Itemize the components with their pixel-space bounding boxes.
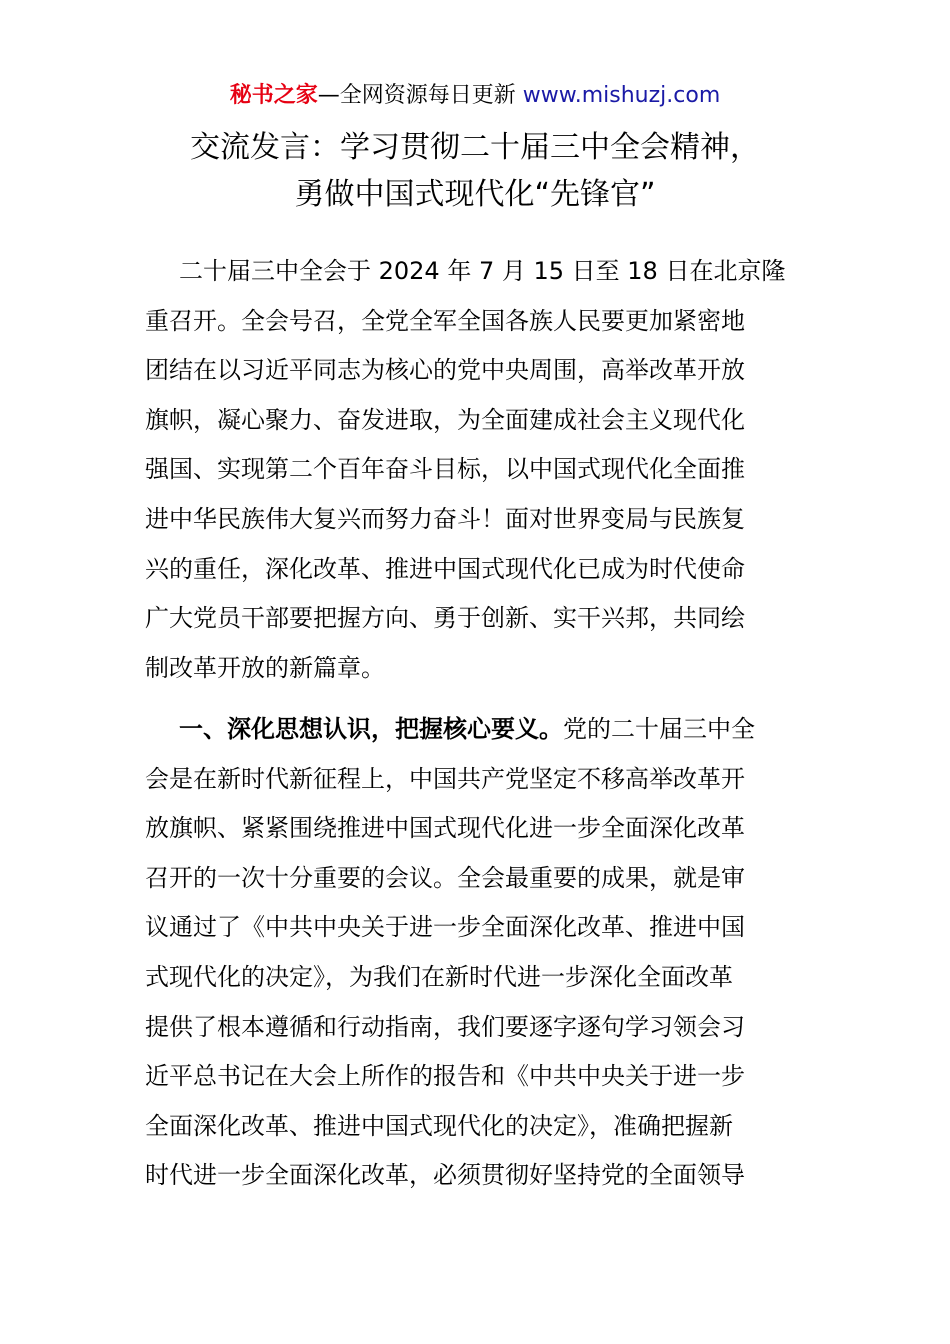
paragraph-line: 时代进一步全面深化改革，必须贯彻好坚持党的全面领导 <box>145 1161 745 1190</box>
paragraph-line: 全面深化改革、推进中国式现代化的决定》，准确把握新 <box>145 1111 733 1140</box>
title-line: 交流发言：学习贯彻二十届三中全会精神， <box>190 130 760 165</box>
site-header <box>0 80 950 112</box>
paragraph-line: 兴的重任，深化改革、推进中国式现代化已成为时代使命 <box>145 554 745 583</box>
paragraph-line: 旗帜，凝心聚力、奋发进取，为全面建成社会主义现代化 <box>145 405 745 434</box>
paragraph-line-rest: 党的二十届三中全 <box>563 715 755 743</box>
paragraph-line: 重召开。全会号召，全党全军全国各族人民要更加紧密地 <box>145 306 745 335</box>
paragraph-line: 放旗帜、紧紧围绕推进中国式现代化进一步全面深化改革 <box>145 814 745 843</box>
paragraph-line: 会是在新时代新征程上，中国共产党坚定不移高举改革开 <box>145 764 745 793</box>
paragraph-line: 召开的一次十分重要的会议。全会最重要的成果，就是审 <box>145 863 745 892</box>
paragraph-line: 式现代化的决定》，为我们在新时代进一步深化全面改革 <box>145 962 733 991</box>
paragraph-line: 制改革开放的新篇章。 <box>145 653 385 682</box>
document-title <box>0 124 950 218</box>
site-brand: 秘书之家 <box>229 83 318 108</box>
paragraph-first-line <box>145 705 810 755</box>
paragraph-line: 强国、实现第二个百年奋斗目标，以中国式现代化全面推 <box>145 455 745 484</box>
paragraph-intro <box>145 247 810 693</box>
paragraph-line: 近平总书记在大会上所作的报告和《中共中央关于进一步 <box>145 1062 745 1091</box>
title-line: 勇做中国式现代化“先锋官” <box>294 177 656 212</box>
site-url-link[interactable]: www.mishuzj.com <box>522 83 721 108</box>
paragraph-line: 广大党员干部要把握方向、勇于创新、实干兴邦，共同绘 <box>145 604 745 633</box>
paragraph-line: 二十届三中全会于 2024 年 7 月 15 日至 18 日在北京隆 <box>179 257 786 285</box>
paragraph-line: 议通过了《中共中央关于进一步全面深化改革、推进中国 <box>145 913 745 942</box>
paragraph-line: 团结在以习近平同志为核心的党中央周围，高举改革开放 <box>145 356 745 385</box>
paragraph-section-one <box>145 705 810 1201</box>
site-tagline: —全网资源每日更新 <box>317 83 523 108</box>
section-heading: 一、深化思想认识，把握核心要义。 <box>179 715 563 743</box>
paragraph-line: 进中华民族伟大复兴而努力奋斗！面对世界变局与民族复 <box>145 504 745 533</box>
paragraph-line: 提供了根本遵循和行动指南，我们要逐字逐句学习领会习 <box>145 1012 745 1041</box>
